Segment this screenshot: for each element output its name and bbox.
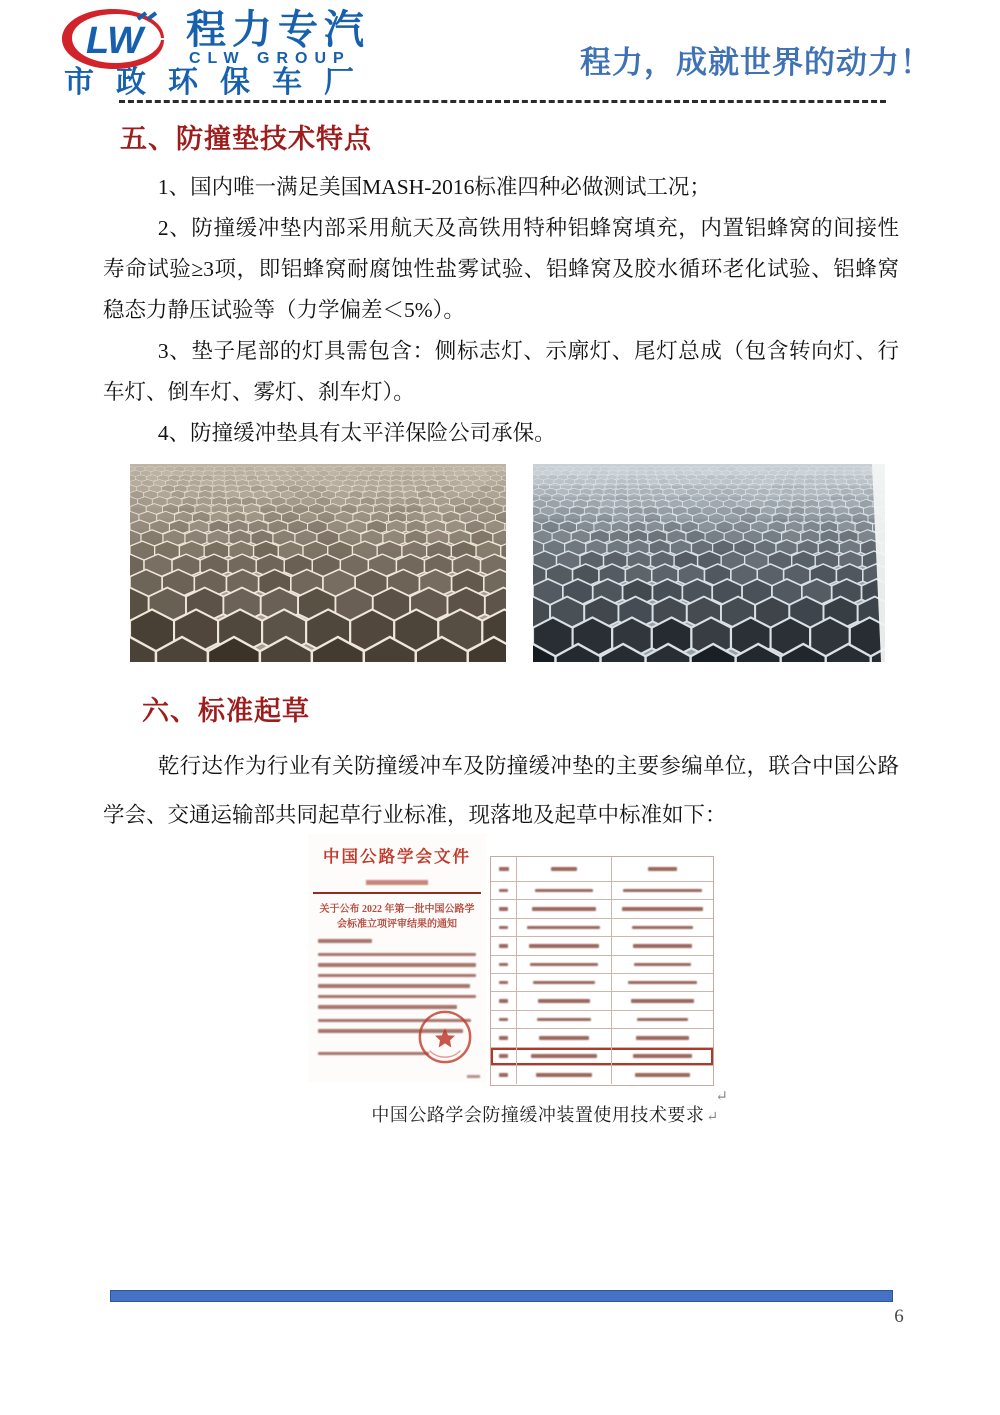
company-slogan: 程力，成就世界的动力！: [580, 45, 932, 80]
blurred-cell-text: [499, 1054, 508, 1058]
blurred-cell-text: [648, 867, 676, 871]
blurred-cell-text: [635, 1073, 690, 1077]
table-cell: [517, 1029, 612, 1046]
table-cell: [491, 1066, 517, 1084]
blurred-cell-text: [537, 1018, 591, 1022]
honeycomb-photo-left: [130, 464, 506, 662]
table-row: [491, 919, 713, 937]
blurred-cell-text: [499, 867, 509, 871]
table-cell: [517, 1066, 612, 1084]
blurred-cell-text: [499, 926, 508, 930]
blurred-cell-text: [551, 867, 577, 871]
table-cell: [517, 956, 612, 973]
blurred-cell-text: [539, 1036, 590, 1040]
table-cell: [491, 882, 517, 899]
blurred-cell-text: [499, 963, 508, 967]
table-cell: [517, 1011, 612, 1028]
scanned-notice-document: [308, 834, 486, 1082]
section5-item-3: 3、垫子尾部的灯具需包含：侧标志灯、示廓灯、尾灯总成（包含转向灯、行车灯、倒车灯、雾灯、刹车灯）。: [103, 339, 899, 404]
section5-title: 五、防撞垫技术特点: [120, 124, 372, 154]
blurred-text-line: [318, 953, 476, 957]
blurred-cell-text: [636, 1036, 689, 1040]
blurred-cell-text: [530, 963, 598, 967]
svg-text:LW: LW: [86, 20, 143, 62]
section6-paragraph: 乾行达作为行业有关防撞缓冲车及防撞缓冲垫的主要参编单位，联合中国公路学会、交通运输部共同起草行业标准，现落地及起草中标准如下：: [103, 754, 899, 827]
blurred-cell-text: [538, 999, 591, 1003]
section5-item-1: 1、国内唯一满足美国MASH-2016标准四种必做测试工况；: [157, 175, 711, 199]
blurred-text-line: [318, 1052, 429, 1056]
header-divider: [119, 100, 886, 103]
table-cell: [517, 1048, 612, 1065]
blurred-cell-text: [631, 999, 694, 1003]
table-cell: [491, 1029, 517, 1046]
blurred-cell-text: [633, 944, 692, 948]
honeycomb-photo-right: [533, 464, 885, 662]
table-cell: [612, 974, 713, 991]
table-cell: [491, 857, 517, 881]
blurred-cell-text: [499, 907, 508, 911]
table-cell: [612, 900, 713, 917]
notice-pagemark-blur: [467, 1075, 480, 1078]
table-cell: [612, 937, 713, 954]
table-row: [491, 992, 713, 1010]
blurred-cell-text: [623, 889, 702, 893]
table-cell: [612, 992, 713, 1009]
table-cell: [517, 857, 612, 881]
section6-title: 六、标准起草: [142, 696, 310, 726]
table-cell: [612, 919, 713, 936]
table-row: [491, 1029, 713, 1047]
blurred-cell-text: [499, 981, 508, 985]
blurred-text-line: [318, 939, 372, 943]
table-cell: [517, 900, 612, 917]
blurred-cell-text: [499, 889, 508, 893]
blurred-cell-text: [499, 944, 508, 948]
table-row: [491, 1066, 713, 1084]
standards-figure: [282, 832, 728, 1105]
section5-item-2: 2、防撞缓冲垫内部采用航天及高铁用特种铝蜂窝填充，内置铝蜂窝的间接性寿命试验≥3项，即铝蜂窝耐腐蚀性盐雾试验、铝蜂窝及胶水循环老化试验、铝蜂窝稳态力静压试验等（力学偏差＜5%）。: [103, 216, 899, 322]
table-cell: [517, 919, 612, 936]
table-cell: [491, 1048, 517, 1065]
blurred-cell-text: [628, 981, 697, 985]
table-cell: [612, 1066, 713, 1084]
table-row: [491, 937, 713, 955]
honeycomb-image: [533, 464, 885, 662]
page-number: 6: [894, 1306, 904, 1327]
notice-title: 中国公路学会文件: [323, 847, 471, 866]
footer-bar: [110, 1290, 893, 1302]
clw-logo-icon: [60, 7, 182, 71]
table-row: [491, 974, 713, 992]
blurred-cell-text: [637, 1018, 688, 1022]
table-cell: [612, 956, 713, 973]
blurred-text-line: [318, 995, 476, 999]
table-cell: [612, 857, 713, 881]
brand-name-en: CLW GROUP: [189, 50, 351, 67]
blurred-cell-text: [622, 907, 703, 911]
figure-caption: 中国公路学会防撞缓冲装置使用技术要求 ↵: [371, 1105, 719, 1125]
table-row: [491, 1048, 713, 1066]
table-cell: [491, 956, 517, 973]
table-cell: [612, 1048, 713, 1065]
table-cell: [491, 900, 517, 917]
table-cell: [517, 974, 612, 991]
table-row: [491, 1011, 713, 1029]
blurred-cell-text: [536, 1073, 592, 1077]
table-cell: [517, 882, 612, 899]
blurred-cell-text: [634, 963, 691, 967]
blurred-cell-text: [499, 1018, 508, 1022]
table-cell: [517, 992, 612, 1009]
blurred-cell-text: [535, 889, 593, 893]
table-cell: [517, 937, 612, 954]
table-cell: [612, 1029, 713, 1046]
table-cell: [491, 919, 517, 936]
blurred-text-line: [318, 974, 476, 978]
table-cell: [491, 1011, 517, 1028]
blurred-cell-text: [499, 1073, 508, 1077]
blurred-cell-text: [532, 907, 596, 911]
blurred-cell-text: [527, 926, 600, 930]
notice-heading: 关于公布 2022 年第一批中国公路学会标准立项评审结果的通知: [319, 904, 475, 930]
blurred-cell-text: [499, 999, 508, 1003]
table-cell: [612, 1011, 713, 1028]
paragraph-return-mark: ↵: [715, 1089, 728, 1105]
blurred-text-line: [318, 984, 470, 988]
blurred-cell-text: [632, 926, 693, 930]
table-cell: [491, 937, 517, 954]
red-seal-icon: [416, 1008, 474, 1066]
table-cell: [491, 974, 517, 991]
blurred-cell-text: [499, 1036, 508, 1040]
table-row: [491, 882, 713, 900]
blurred-cell-text: [533, 981, 595, 985]
standards-approval-table: [490, 856, 714, 1086]
section5-body: [103, 167, 899, 454]
table-row: [491, 956, 713, 974]
table-cell: [612, 882, 713, 899]
brand-name-cn: 程力专汽: [186, 8, 370, 52]
blurred-text-line: [318, 963, 476, 967]
table-header-row: [491, 857, 713, 882]
table-cell: [491, 992, 517, 1009]
table-row: [491, 900, 713, 918]
notice-red-rule: [313, 892, 481, 894]
blurred-cell-text: [633, 1054, 692, 1058]
honeycomb-image: [130, 464, 506, 662]
caption-return-mark: ↵: [706, 1110, 719, 1125]
notice-doc-number-blur: [366, 880, 428, 885]
blurred-cell-text: [531, 1054, 597, 1058]
factory-name: 市政环保车厂: [64, 66, 376, 99]
blurred-cell-text: [529, 944, 598, 948]
section5-item-4: 4、防撞缓冲垫具有太平洋保险公司承保。: [157, 421, 556, 445]
